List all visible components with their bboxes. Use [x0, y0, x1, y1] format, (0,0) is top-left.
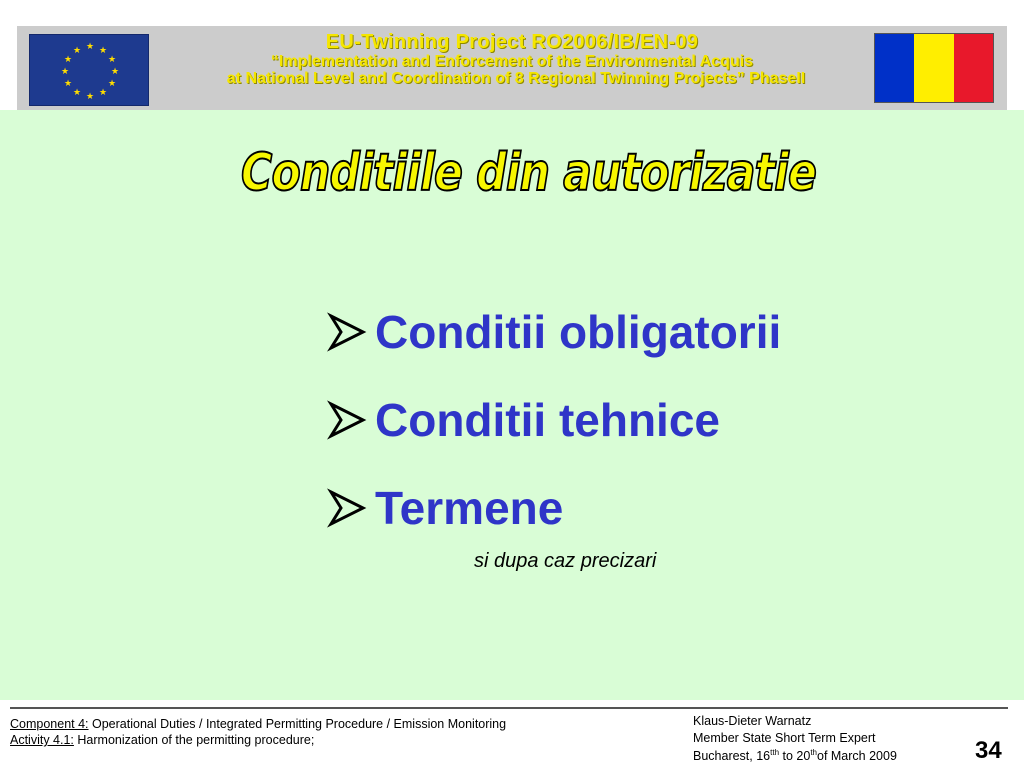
date-sup-1: tth — [770, 747, 780, 757]
svg-text:★: ★ — [63, 79, 73, 89]
page-number: 34 — [975, 737, 1002, 764]
header-title-block — [152, 32, 872, 88]
bullet-list — [327, 288, 781, 552]
svg-text:★: ★ — [72, 46, 82, 56]
svg-text:★: ★ — [98, 46, 108, 56]
flag-stripe-blue — [875, 34, 914, 102]
footer-divider — [10, 707, 1008, 709]
bullet-item — [327, 376, 781, 464]
component-text: Operational Duties / Integrated Permitting Procedure / Emission Monitoring — [88, 717, 507, 731]
activity-text: Harmonization of the permitting procedure; — [73, 733, 315, 748]
slide-body — [0, 110, 1024, 700]
footer-date — [693, 748, 897, 765]
arrow-bullet-icon — [327, 400, 367, 440]
project-code: EU-Twinning Project RO2006/IB/EN-09 — [325, 31, 699, 53]
svg-text:★: ★ — [60, 67, 70, 77]
footer-component-line — [10, 716, 506, 732]
bullet-label: Conditii tehnice — [375, 394, 720, 446]
svg-text:★: ★ — [63, 55, 73, 65]
date-suffix: of March 2009 — [817, 748, 897, 763]
bullet-label: Termene — [375, 482, 564, 534]
arrow-bullet-icon — [327, 312, 367, 352]
flag-stripe-yellow — [914, 34, 953, 102]
bullet-item — [327, 288, 781, 376]
slide-title: Conditiile din autorizatie — [241, 143, 817, 203]
romania-flag-icon — [874, 33, 994, 103]
date-prefix: Bucharest, 16 — [693, 748, 771, 763]
svg-text:★: ★ — [107, 55, 117, 65]
arrow-bullet-icon — [327, 488, 367, 528]
eu-stars — [30, 35, 150, 107]
svg-text:★: ★ — [85, 92, 95, 102]
project-title-line1: “Implementation and Enforcement of the Environmental Acquis — [270, 53, 754, 70]
footer-left — [10, 716, 506, 749]
author-name: Klaus-Dieter Warnatz — [693, 714, 812, 728]
date-mid: to 20 — [779, 748, 811, 763]
eu-flag-icon — [29, 34, 149, 106]
svg-text:★: ★ — [85, 42, 95, 52]
footer-right — [693, 713, 897, 765]
component-label: Component 4: — [10, 717, 89, 731]
author-role: Member State Short Term Expert — [693, 731, 876, 746]
note-text: si dupa caz precizari — [474, 550, 657, 572]
bullet-item — [327, 464, 781, 552]
flag-stripe-red — [954, 34, 993, 102]
date-sup-2: th — [810, 747, 817, 757]
header-band — [17, 26, 1007, 110]
svg-text:★: ★ — [72, 88, 82, 98]
bullet-label: Conditii obligatorii — [375, 306, 782, 358]
svg-text:★: ★ — [110, 67, 120, 77]
svg-text:★: ★ — [98, 88, 108, 98]
activity-label: Activity 4.1: — [10, 733, 74, 748]
footer-activity-line — [10, 732, 506, 748]
svg-text:★: ★ — [107, 79, 117, 89]
project-title-line2: at National Level and Coordination of 8 Regional Twinning Projects” PhaseII — [226, 69, 806, 87]
